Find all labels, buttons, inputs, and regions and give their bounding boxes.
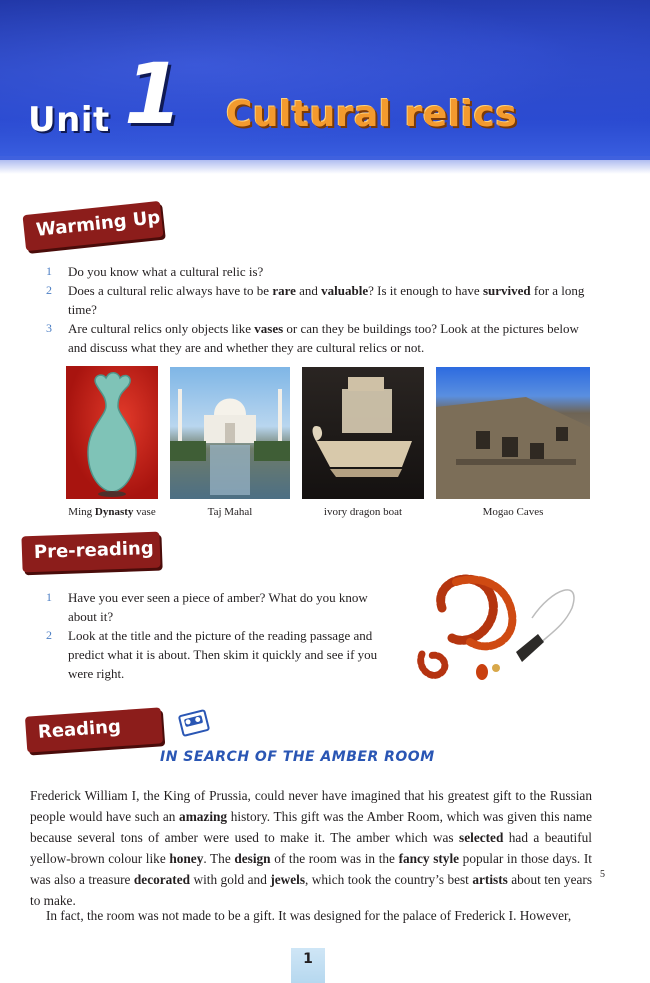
text-run: about ten years to make. xyxy=(30,872,592,908)
text-run: . The xyxy=(203,851,235,866)
pre-reading-questions xyxy=(44,588,394,683)
text-run: Does a cultural relic always have to be xyxy=(68,283,273,298)
warming-up-questions xyxy=(44,262,596,357)
text-run: Mogao Caves xyxy=(482,506,544,518)
dragon-boat-photo xyxy=(302,367,424,499)
taj-mahal-photo xyxy=(170,367,290,499)
unit-number: 1 xyxy=(124,45,183,143)
text-run: ? Is it enough to have xyxy=(368,283,483,298)
reading-title: IN SEARCH OF THE AMBER ROOM xyxy=(160,749,435,765)
text-run: Taj Mahal xyxy=(207,506,253,518)
pre-reading-heading: Pre-reading xyxy=(33,537,155,563)
bold-term: honey xyxy=(169,851,204,866)
warming-up-heading: Warming Up xyxy=(35,206,162,241)
bold-term: vases xyxy=(254,321,284,336)
bold-term: valuable xyxy=(321,283,369,298)
question-number: 2 xyxy=(46,283,52,297)
text-run: history. This gift was the Amber Room, which was given this name because several tons of amber were used to make it. The amber which was xyxy=(30,809,592,845)
bold-term: selected xyxy=(459,830,504,845)
amber-necklace-image xyxy=(412,568,594,702)
text-run: for a long time? xyxy=(68,283,585,317)
pre-reading-ribbon xyxy=(21,532,160,573)
text-run: , which took the country’s best xyxy=(305,872,473,887)
text-run: Are cultural relics only objects like xyxy=(68,321,255,336)
mogao-caves-photo xyxy=(436,367,590,499)
page-number: 1 xyxy=(303,951,313,967)
bold-term: decorated xyxy=(133,872,191,887)
amber-icon xyxy=(412,568,594,702)
bold-term: rare xyxy=(272,283,296,298)
photo-caption xyxy=(302,506,424,518)
reading-paragraph-1 xyxy=(30,785,592,911)
question-number: 1 xyxy=(46,590,52,604)
question-item xyxy=(44,262,596,281)
photo-caption xyxy=(56,506,168,518)
bold-term: design xyxy=(234,851,271,866)
bold-term: Dynasty xyxy=(94,506,134,518)
question-number: 2 xyxy=(46,628,52,642)
ming-vase-photo xyxy=(66,366,158,499)
question-number: 1 xyxy=(46,264,52,278)
reading-paragraph-2: In fact, the room was not made to be a gift. It was designed for the palace of Frederick I. However, xyxy=(46,908,572,923)
bold-term: amazing xyxy=(179,809,228,824)
text-run: ivory dragon boat xyxy=(323,506,403,518)
photo-caption xyxy=(170,506,290,518)
boat-icon xyxy=(302,367,424,499)
reading-heading: Reading xyxy=(37,716,122,743)
photo-caption xyxy=(436,506,590,518)
bold-term: fancy style xyxy=(398,851,460,866)
text-run: or can they be buildings too? Look at the pictures below and discuss what they are and whether they are cultural relics or not. xyxy=(68,321,579,355)
text-run: with gold and xyxy=(190,872,271,887)
reading-ribbon xyxy=(25,707,163,752)
vase-icon xyxy=(66,366,158,499)
text-run: vase xyxy=(133,506,156,518)
cliff-icon xyxy=(436,367,590,499)
text-run: Look at the title and the picture of the reading passage and predict what it is about. Then skim it quickly and see if you were right. xyxy=(68,628,378,681)
text-run: Frederick William I, the King of Prussia, could never have imagined that his greatest gift to the Russian people would have such an xyxy=(30,788,592,824)
unit-label: Unit xyxy=(28,100,110,140)
question-number: 3 xyxy=(46,321,52,335)
text-run: and xyxy=(295,283,322,298)
unit-banner xyxy=(0,0,650,160)
text-run: popular in those days. It was also a treasure xyxy=(30,851,592,887)
taj-mahal-icon xyxy=(170,367,290,499)
text-run: of the room was in the xyxy=(270,851,399,866)
question-item xyxy=(44,626,394,683)
text-run: Do you know what a cultural relic is? xyxy=(68,264,264,279)
bold-term: artists xyxy=(472,872,508,887)
question-item xyxy=(44,281,596,319)
cassette-icon[interactable] xyxy=(178,709,210,737)
page-number-box xyxy=(291,948,325,983)
question-item xyxy=(44,319,596,357)
bold-term: survived xyxy=(482,283,531,298)
question-item xyxy=(44,588,394,626)
text-run: Have you ever seen a piece of amber? What do you know about it? xyxy=(68,590,368,624)
unit-title: Cultural relics xyxy=(226,94,518,135)
text-run: Ming xyxy=(68,506,95,518)
line-number: 5 xyxy=(600,869,605,880)
bold-term: jewels xyxy=(270,872,306,887)
warming-up-ribbon xyxy=(22,201,163,251)
text-run: had a beautiful yellow-brown colour like xyxy=(30,830,592,866)
